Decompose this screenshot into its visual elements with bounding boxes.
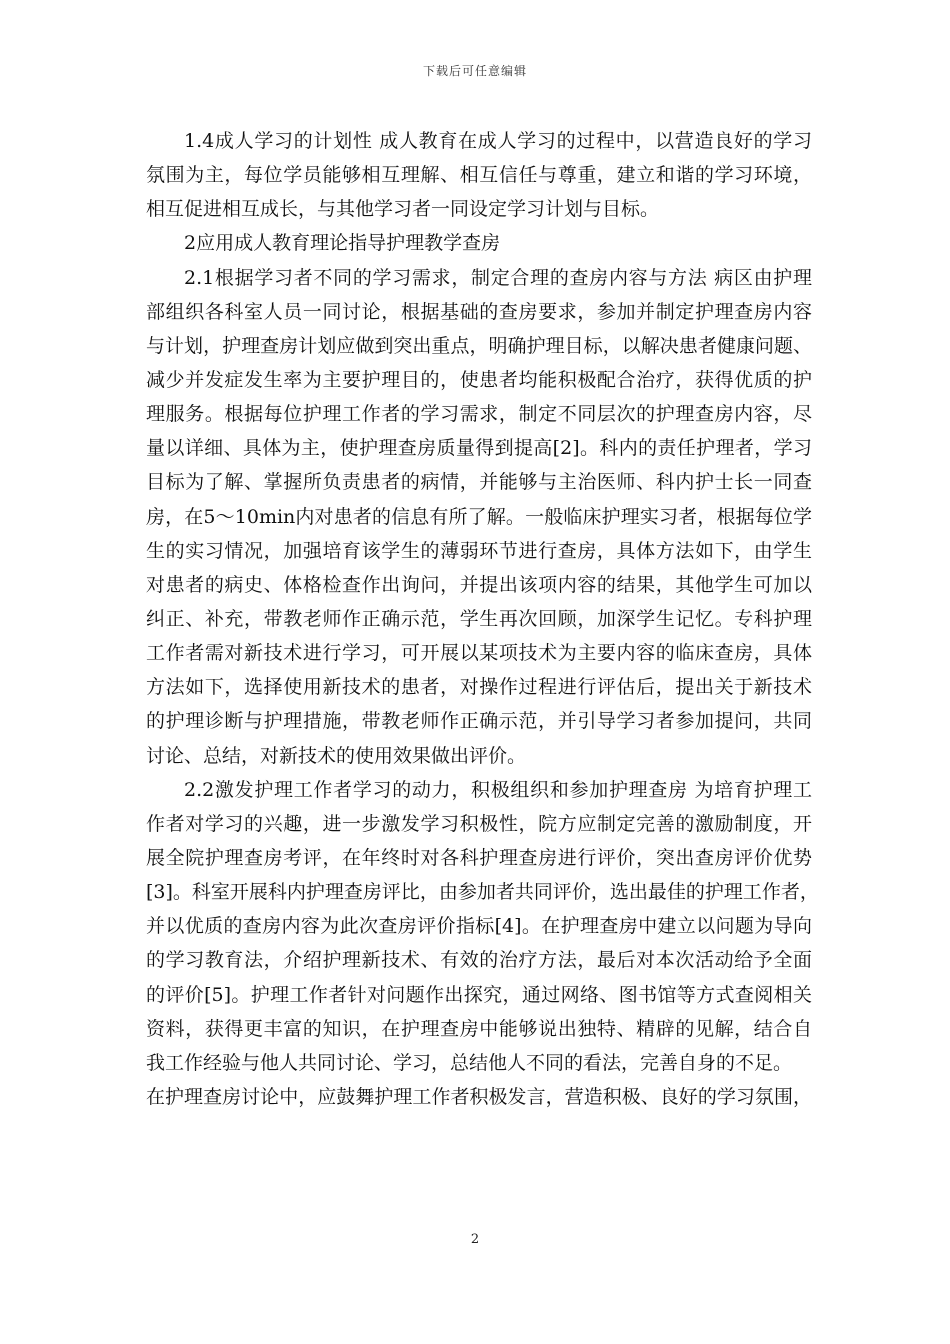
page-header: 下载后可任意编辑	[422, 64, 527, 78]
text-line: 2.2激发护理工作者学习的动力，积极组织和参加护理查房 为培育护理工	[184, 778, 812, 801]
text-line: 房，在5～10min内对患者的信息有所了解。一般临床护理实习者，根据每位学	[146, 505, 812, 528]
text-line: 在护理查房讨论中，应鼓舞护理工作者积极发言，营造积极、良好的学习氛围，	[146, 1085, 812, 1108]
text-line: 讨论、总结，对新技术的使用效果做出评价。	[146, 744, 527, 767]
text-line: 工作者需对新技术进行学习，可开展以某项技术为主要内容的临床查房，具体	[146, 642, 812, 665]
text-line: 减少并发症发生率为主要护理目的，使患者均能积极配合治疗，获得优质的护	[146, 368, 812, 391]
text-line: 资料，获得更丰富的知识，在护理查房中能够说出独特、精辟的见解，结合自	[146, 1017, 812, 1040]
text-line: 氛围为主，每位学员能够相互理解、相互信任与尊重，建立和谐的学习环境，	[146, 164, 812, 187]
text-line: 展全院护理查房考评，在年终时对各科护理查房进行评价，突出查房评价优势	[146, 846, 812, 869]
text-line: 2.1根据学习者不同的学习需求，制定合理的查房内容与方法 病区由护理	[184, 266, 812, 289]
text-line: 生的实习情况，加强培育该学生的薄弱环节进行查房，具体方法如下，由学生	[146, 539, 812, 562]
text-line: 部组织各科室人员一同讨论，根据基础的查房要求，参加并制定护理查房内容	[146, 300, 812, 323]
section-heading: 2应用成人教育理论指导护理教学查房	[184, 232, 501, 255]
text-line: 与计划，护理查房计划应做到突出重点，明确护理目标，以解决患者健康问题、	[146, 334, 812, 357]
text-line: 纠正、补充，带教老师作正确示范，学生再次回顾，加深学生记忆。专科护理	[146, 607, 812, 630]
text-line: 的学习教育法，介绍护理新技术、有效的治疗方法，最后对本次活动给予全面	[146, 949, 812, 972]
text-line: 理服务。根据每位护理工作者的学习需求，制定不同层次的护理查房内容，尽	[146, 403, 812, 426]
text-line: 目标为了解、掌握所负责患者的病情，并能够与主治医师、科内护士长一同查	[146, 471, 812, 494]
text-line: 我工作经验与他人共同讨论、学习，总结他人不同的看法，完善自身的不足。	[146, 1051, 793, 1074]
text-line: 方法如下，选择使用新技术的患者，对操作过程进行评估后，提出关于新技术	[146, 676, 812, 699]
text-line: 1.4成人学习的计划性 成人教育在成人学习的过程中，以营造良好的学习	[184, 130, 812, 152]
text-line: [3]。科室开展科内护理查房评比，由参加者共同评价，选出最佳的护理工作者，	[146, 881, 819, 904]
text-line: 并以优质的查房内容为此次查房评价指标[4]。在护理查房中建立以问题为导向	[146, 915, 812, 938]
text-line: 相互促进相互成长，与其他学习者一同设定学习计划与目标。	[146, 198, 660, 221]
text-line: 对患者的病史、体格检查作出询问，并提出该项内容的结果，其他学生可加以	[146, 573, 812, 596]
text-line: 的评价[5]。护理工作者针对问题作出探究，通过网络、图书馆等方式查阅相关	[146, 983, 812, 1006]
text-line: 量以详细、具体为主，使护理查房质量得到提高[2]。科内的责任护理者，学习	[146, 437, 812, 460]
text-line: 的护理诊断与护理措施，带教老师作正确示范，并引导学习者参加提问，共同	[146, 710, 812, 733]
page-number: 2	[470, 1232, 480, 1247]
document-body	[146, 124, 819, 1114]
text-line: 作者对学习的兴趣，进一步激发学习积极性，院方应制定完善的激励制度，开	[146, 812, 812, 835]
